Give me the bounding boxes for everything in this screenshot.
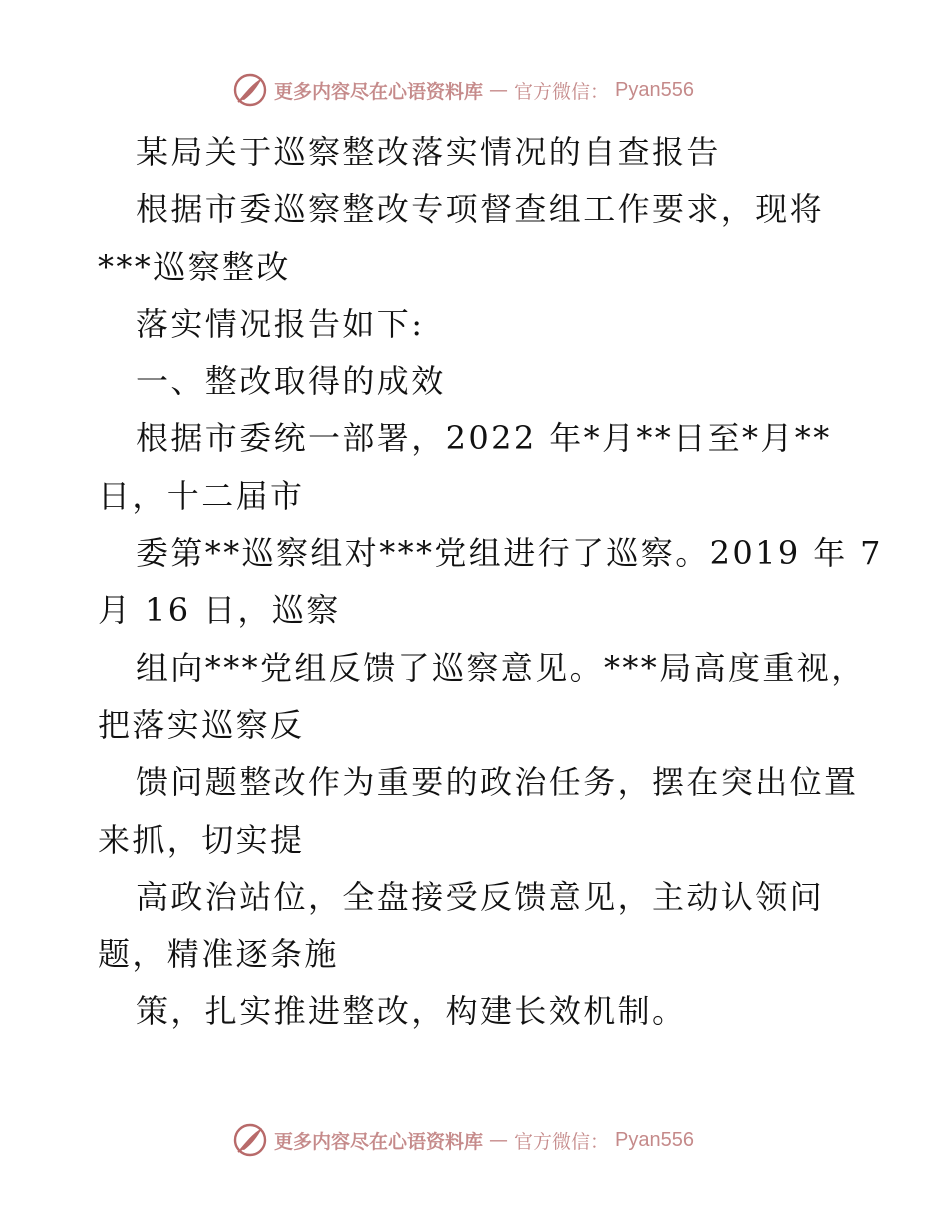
watermark-title: 更多内容尽在心语资料库 [274,1130,484,1153]
document-line: ***巡察整改 [98,247,291,286]
document-line: 来抓，切实提 [98,820,305,859]
header-watermark [232,70,694,110]
document-line: 落实情况报告如下: [136,304,425,343]
document-line: 组向***党组反馈了巡察意见。***局高度重视， [136,648,866,687]
document-body [98,124,898,1041]
footer-watermark [232,1120,694,1160]
watermark-contact-label: 官方微信： [514,80,610,103]
document-line: 策，扎实推进整改，构建长效机制。 [136,992,687,1031]
watermark-title: 更多内容尽在心语资料库 [274,80,484,103]
quill-logo-icon [232,1122,268,1158]
document-line: 题，精准逐条施 [98,935,339,974]
document-line: 根据市委统一部署，2022 年*月**日至*月** [136,419,832,458]
watermark-wechat-id: Pyan556 [615,1128,694,1151]
document-line: 根据市委巡察整改专项督查组工作要求，现将 [136,190,825,229]
document-line: 日，十二届市 [98,476,305,515]
watermark-separator: — [489,79,509,101]
quill-logo-icon [232,72,268,108]
document-line: 馈问题整改作为重要的政治任务，摆在突出位置 [136,763,859,802]
document-line: 把落实巡察反 [98,705,305,744]
watermark-separator: — [489,1129,509,1151]
watermark-wechat-id: Pyan556 [615,78,694,101]
document-line: 高政治站位，全盘接受反馈意见，主动认领问 [136,877,825,916]
document-line: 一、整改取得的成效 [136,362,446,401]
document-line: 月 16 日，巡察 [98,591,341,630]
document-line: 委第**巡察组对***党组进行了巡察。2019 年 7 [136,534,883,573]
document-line: 某局关于巡察整改落实情况的自查报告 [136,133,721,171]
watermark-contact-label: 官方微信： [514,1130,610,1153]
